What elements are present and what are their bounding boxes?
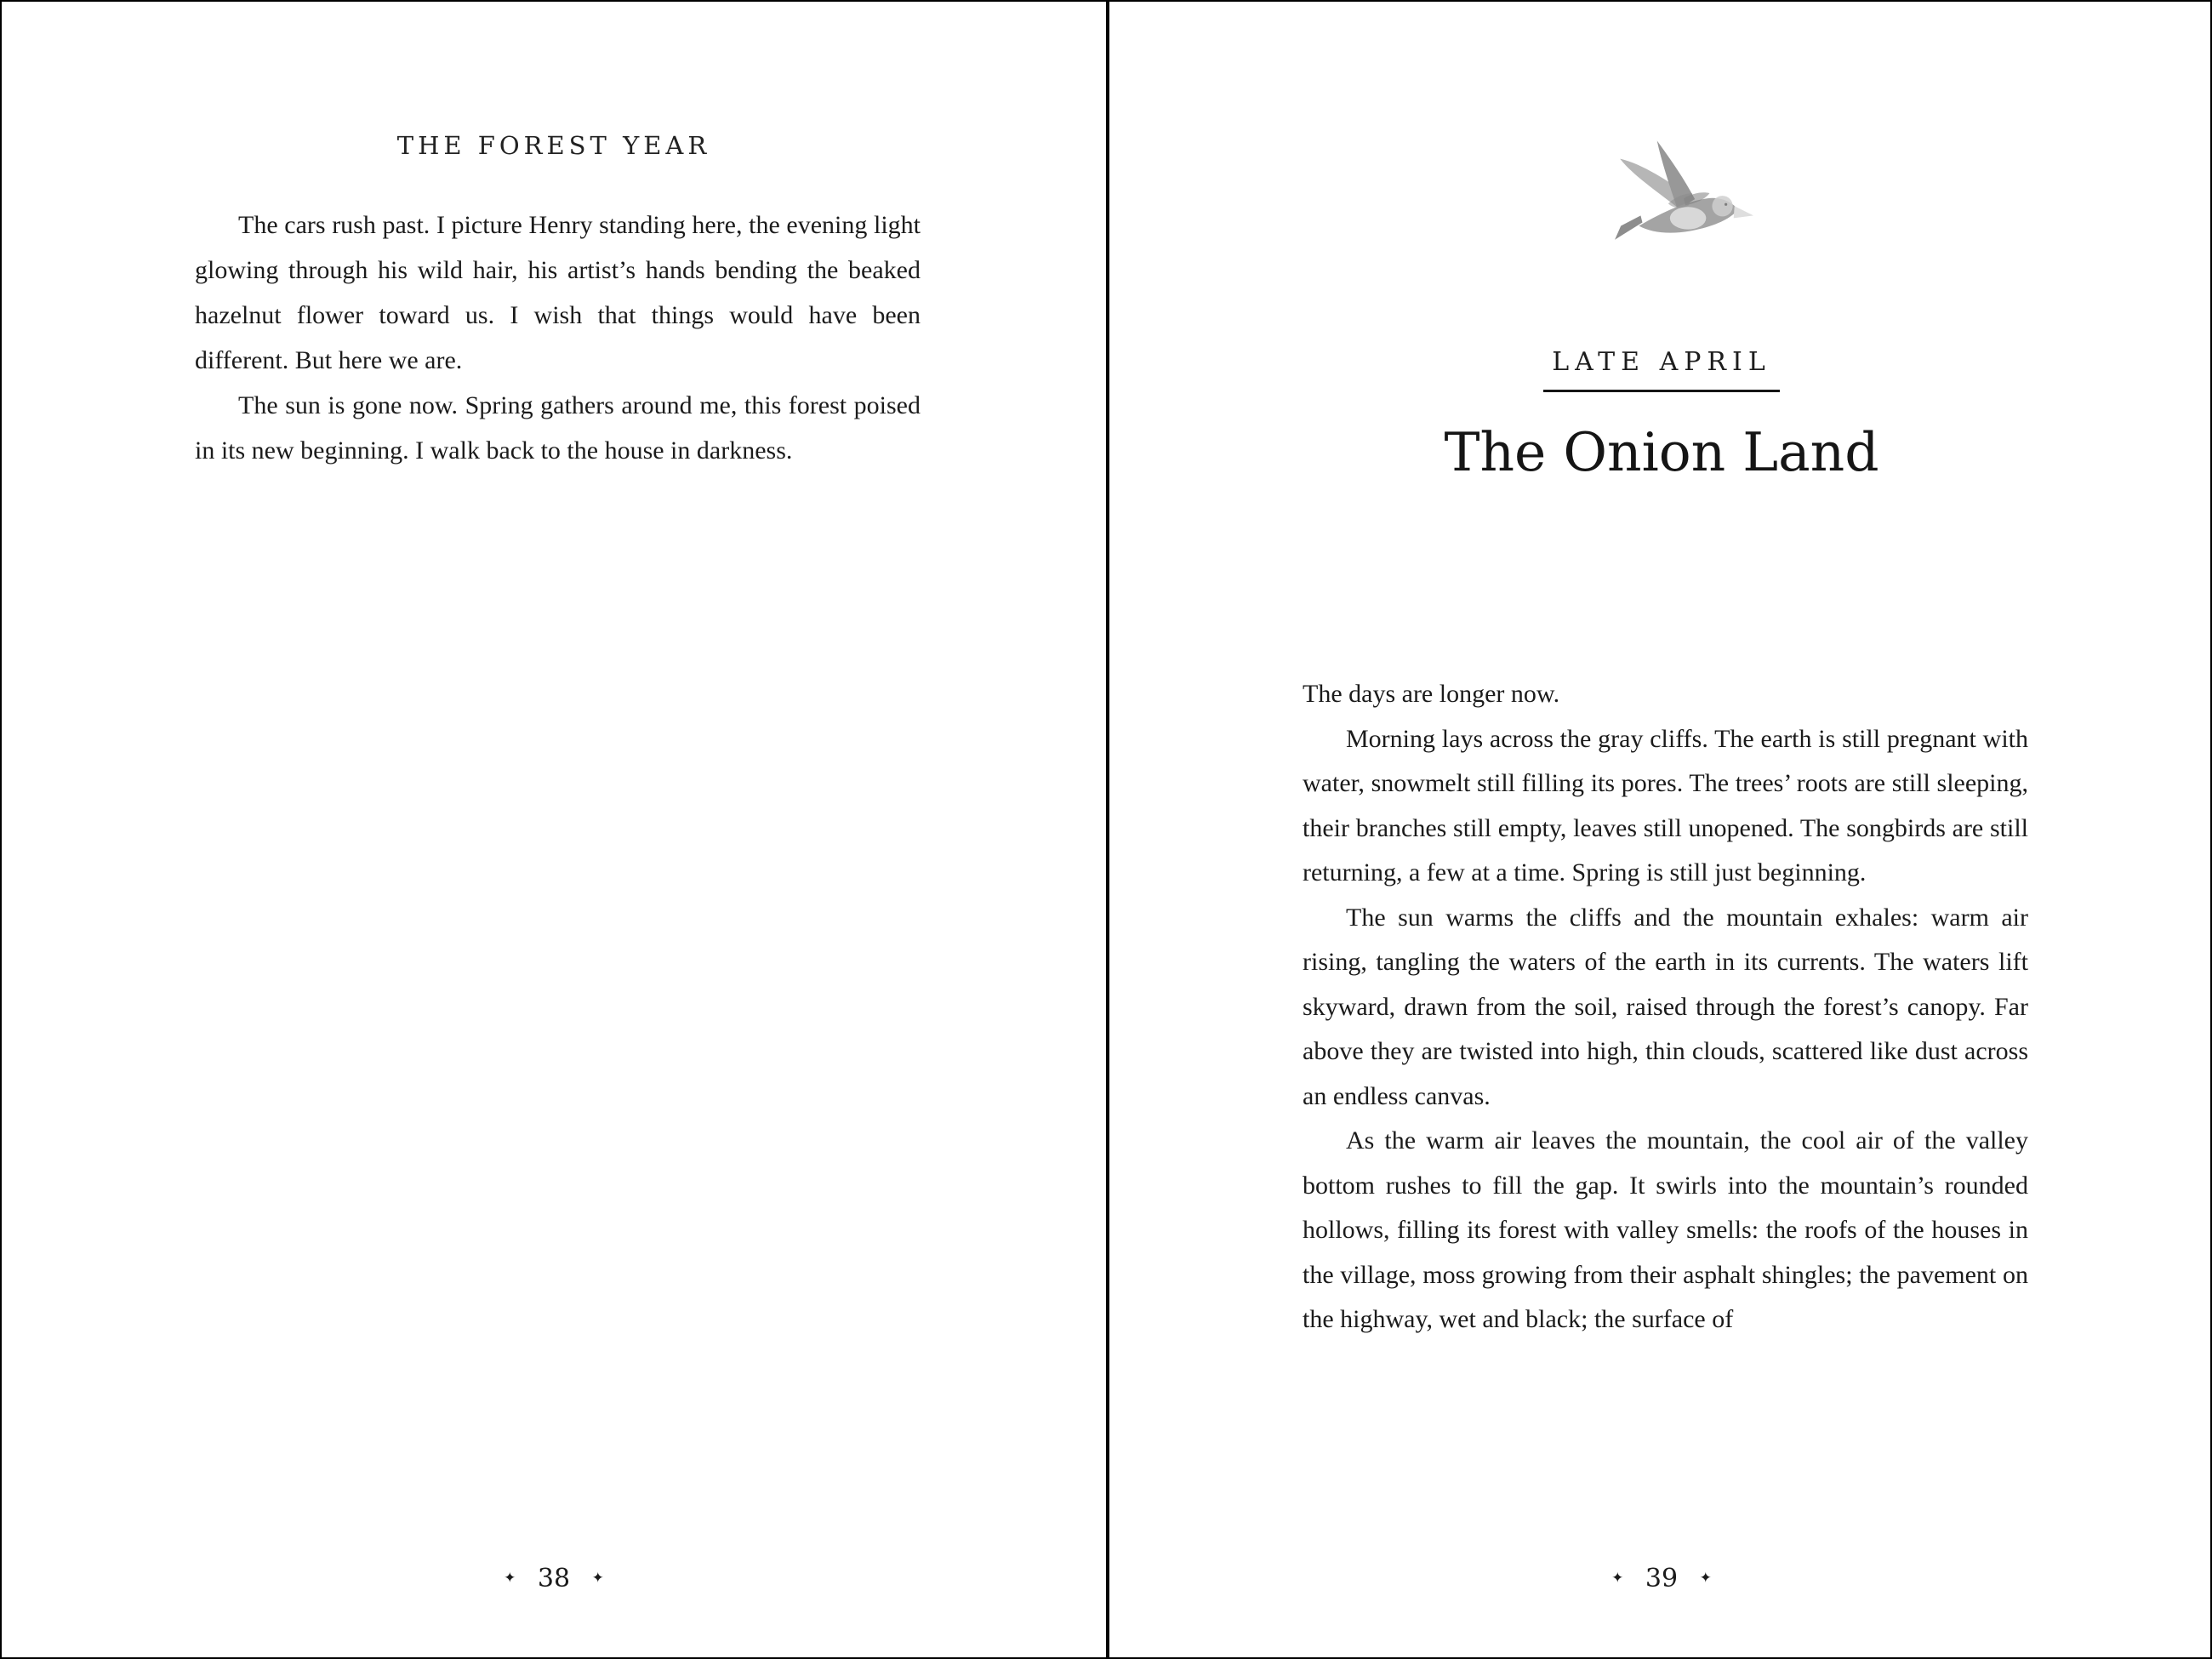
right-body-text [1303,672,2028,1343]
page-number: 39 [1645,1564,1679,1593]
chapter-label: LATE APRIL [1543,347,1780,392]
page-number: 38 [537,1564,571,1593]
left-body-text [195,202,921,473]
chapter-title: The Onion Land [1444,421,1879,483]
ornament-star-icon: ✦ [591,1570,604,1587]
paragraph: The sun warms the cliffs and the mountain exhales: warm air rising, tangling the waters of the earth in its currents. The waters lift skyward, drawn from the soil, raised through the forest’s canopy. Far above they are twisted into high, thin clouds, scattered like dust across an endless canvas. [1303,903,2028,1110]
folio-left [2,1564,1106,1593]
paragraph: As the warm air leaves the mountain, the cool air of the valley bottom rushes to fill the gap. It swirls into the mountain’s rounded hollows, filling its forest with valley smells: the roofs of the houses in the village, moss growing from their asphalt shingles; the pavement on the highway, wet and black; the surface of [1303,1126,2028,1333]
ornament-star-icon: ✦ [1699,1570,1712,1587]
paragraph: The cars rush past. I picture Henry standing here, the evening light glowing through his wild hair, his artist’s hands bending the beaked hazelnut flower toward us. I wish that things would have been different. But here we are. [195,211,921,374]
running-head: THE FOREST YEAR [396,131,711,160]
ornament-star-icon: ✦ [504,1570,516,1587]
paragraph: The sun is gone now. Spring gathers around me, this forest poised in its new beginning. I walk back to the house in darkness. [195,391,921,465]
paragraph: The days are longer now. [1303,680,1560,708]
ornament-star-icon: ✦ [1611,1570,1624,1587]
paragraph: Morning lays across the gray cliffs. The earth is still pregnant with water, snowmelt still filling its pores. The trees’ roots are still sleeping, their branches still empty, leaves still unopened. The songbirds are still returning, a few at a time. Spring is still just beginning. [1303,724,2028,887]
page-left [2,2,1106,1659]
bird-flying-icon [1608,136,1754,240]
folio-right [1109,1564,2212,1593]
page-right [1109,2,2212,1659]
chapter-label-row [1109,347,2212,392]
